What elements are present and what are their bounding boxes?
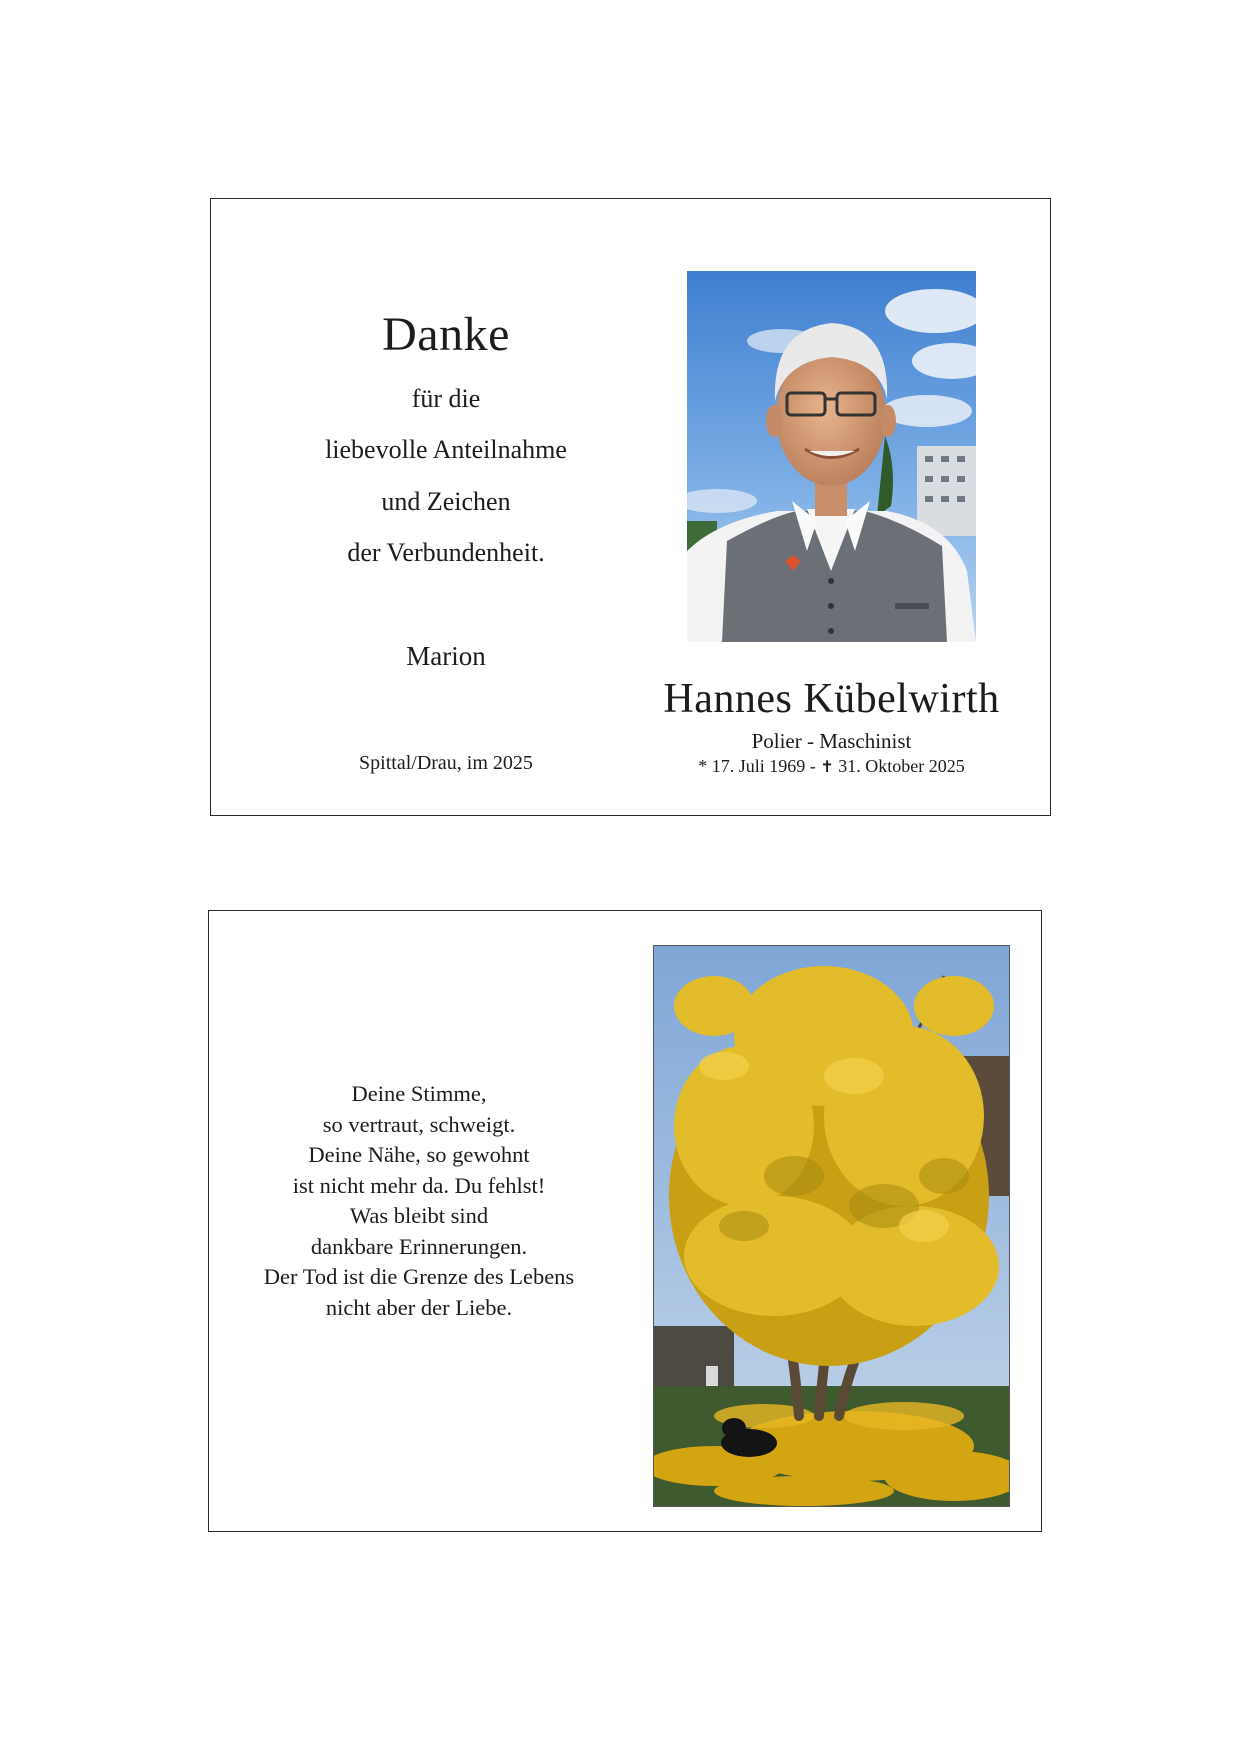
signature: Marion (406, 641, 486, 671)
thank-you-line-3: und Zeichen (381, 487, 511, 516)
profession: Polier - Maschinist (751, 729, 912, 753)
poem-line-2: so vertraut, schweigt. (322, 1111, 516, 1137)
poem-line-6: dankbare Erinnerungen. (310, 1233, 528, 1259)
life-dates (631, 756, 1032, 777)
birth-date: * 17. Juli 1969 - (698, 756, 816, 776)
autumn-tree-photo (653, 945, 1010, 1507)
thank-you-line-4: der Verbundenheit. (347, 538, 545, 567)
deceased-name: Hannes Kübelwirth (663, 676, 1000, 722)
thank-you-line-1: für die (411, 384, 481, 413)
thank-you-card-front (210, 198, 1051, 816)
poem-line-8: nicht aber der Liebe. (325, 1294, 513, 1320)
poem-line-4: ist nicht mehr da. Du fehlst! (292, 1172, 546, 1198)
poem-line-5: Was bleibt sind (349, 1203, 489, 1228)
place-date: Spittal/Drau, im 2025 (359, 752, 533, 774)
thank-you-card-back (208, 910, 1042, 1532)
cross-icon: ✝ (820, 759, 834, 776)
death-date: 31. Oktober 2025 (833, 756, 965, 776)
thank-you-line-2: liebevolle Anteilnahme (325, 435, 567, 464)
memorial-poem (229, 1079, 609, 1323)
poem-line-1: Deine Stimme, (351, 1081, 487, 1106)
poem-line-7: Der Tod ist die Grenze des Lebens (263, 1264, 575, 1289)
card-title: Danke (382, 308, 510, 361)
portrait-photo (687, 271, 976, 642)
poem-line-3: Deine Nähe, so gewohnt (308, 1142, 530, 1167)
